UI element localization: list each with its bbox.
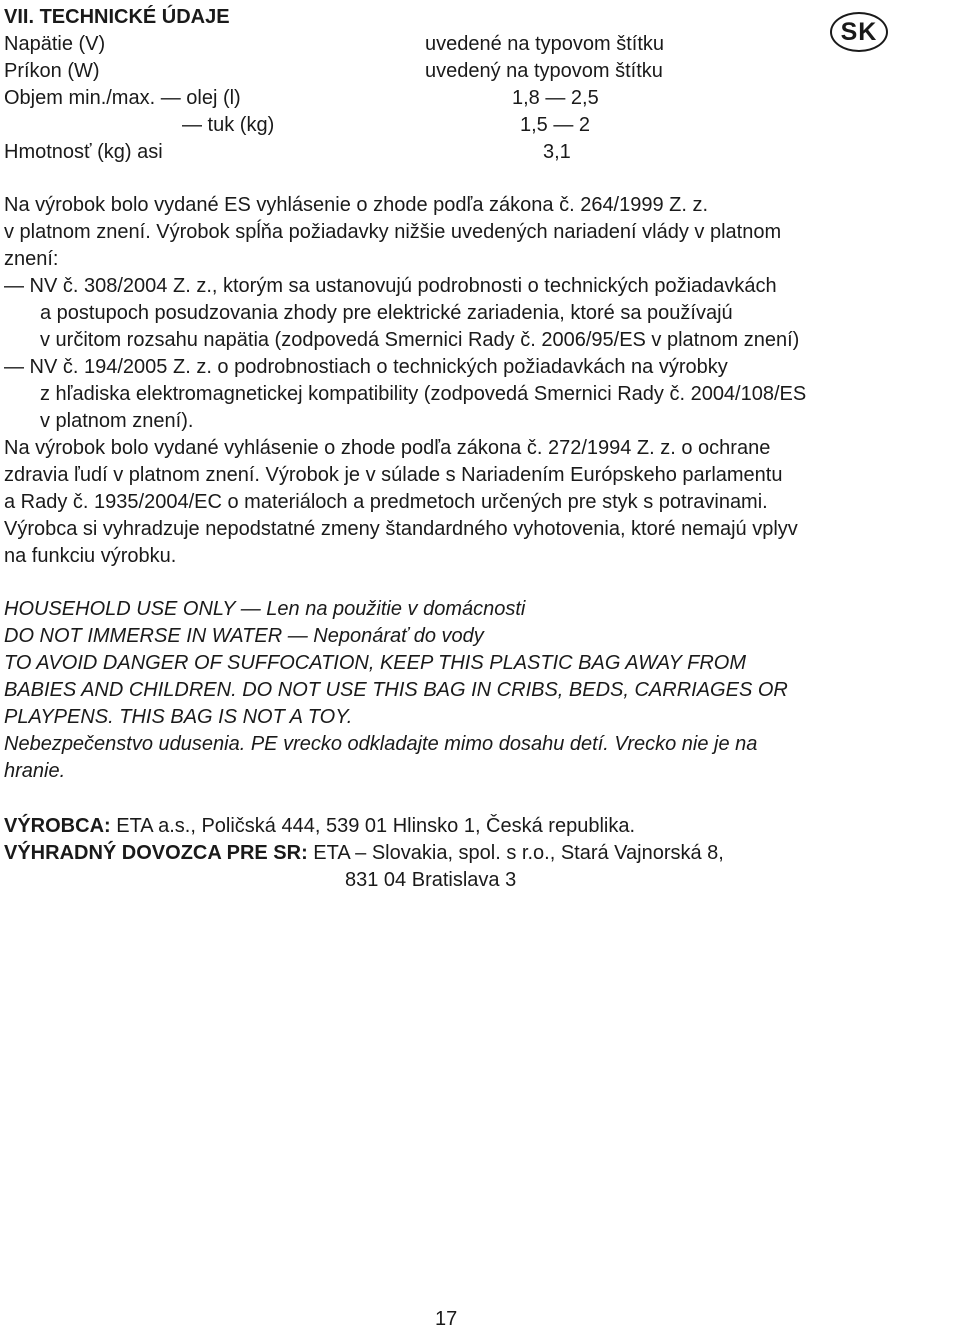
text-line: na funkciu výrobku. [4,545,177,567]
country-badge: SK [830,12,888,52]
spec-value: 3,1 [543,141,571,163]
page-number: 17 [435,1308,458,1330]
importer-line [4,842,724,865]
spec-value: uvedené na typovom štítku [425,33,665,55]
section-title: VII. TECHNICKÉ ÚDAJE [4,6,230,28]
spec-label: — tuk (kg) [182,114,275,136]
manufacturer-line [4,815,635,838]
text-line: a postupoch posudzovania zhody pre elektrické zariadenia, ktoré sa používajú [40,302,733,324]
spec-label: Hmotnosť (kg) asi [4,141,163,163]
text-line: v určitom rozsahu napätia (zodpovedá Smernici Rady č. 2006/95/ES v platnom znení) [40,329,800,351]
spec-value: uvedený na typovom štítku [425,60,663,82]
text-line: Výrobca si vyhradzuje nepodstatné zmeny štandardného vyhotovenia, ktoré nemajú vplyv [4,518,798,540]
text-line: z hľadiska elektromagnetickej kompatibility (zodpovedá Smernici Rady č. 2004/108/ES [40,383,807,405]
importer-text: ETA – Slovakia, spol. s r.o., Stará Vajnorská 8, [313,842,724,864]
spec-value: 1,5 — 2 [520,114,591,136]
manufacturer-text: ETA a.s., Poličská 444, 539 01 Hlinsko 1, Česká republika. [116,815,636,837]
warning-line: PLAYPENS. THIS BAG IS NOT A TOY. [4,706,353,728]
warning-line: DO NOT IMMERSE IN WATER — Neponárať do vody [4,625,484,647]
importer-address: 831 04 Bratislava 3 [345,869,517,891]
spec-label: Príkon (W) [4,60,100,82]
text-line: zdravia ľudí v platnom znení. Výrobok je v súlade s Nariadením Európskeho parlamentu [4,464,783,486]
importer-label: VÝHRADNÝ DOVOZCA PRE SR: [4,842,308,864]
text-line: a Rady č. 1935/2004/EC o materiáloch a predmetoch určených pre styk s potravinami. [4,491,768,513]
text-line: v platnom znení). [40,410,194,432]
text-line: Na výrobok bolo vydané vyhlásenie o zhode podľa zákona č. 272/1994 Z. z. o ochrane [4,437,771,459]
text-line: Na výrobok bolo vydané ES vyhlásenie o zhode podľa zákona č. 264/1999 Z. z. [4,194,709,216]
warning-line: TO AVOID DANGER OF SUFFOCATION, KEEP THIS PLASTIC BAG AWAY FROM [4,652,746,674]
spec-label: Objem min./max. — olej (l) [4,87,241,109]
warning-line: HOUSEHOLD USE ONLY — Len na použitie v domácnosti [4,598,526,620]
text-line: znení: [4,248,59,270]
text-line: v platnom znení. Výrobok spĺňa požiadavky nižšie uvedených nariadení vlády v platnom [4,221,782,243]
warning-line: hranie. [4,760,66,782]
manufacturer-label: VÝROBCA: [4,815,111,837]
text-line: — NV č. 194/2005 Z. z. o podrobnostiach o technických požiadavkách na výrobky [4,356,728,378]
spec-label: Napätie (V) [4,33,106,55]
text-line: — NV č. 308/2004 Z. z., ktorým sa ustanovujú podrobnosti o technických požiadavkách [4,275,777,297]
spec-value: 1,8 — 2,5 [512,87,599,109]
warning-line: BABIES AND CHILDREN. DO NOT USE THIS BAG IN CRIBS, BEDS, CARRIAGES OR [4,679,788,701]
warning-line: Nebezpečenstvo udusenia. PE vrecko odkladajte mimo dosahu detí. Vrecko nie je na [4,733,758,755]
